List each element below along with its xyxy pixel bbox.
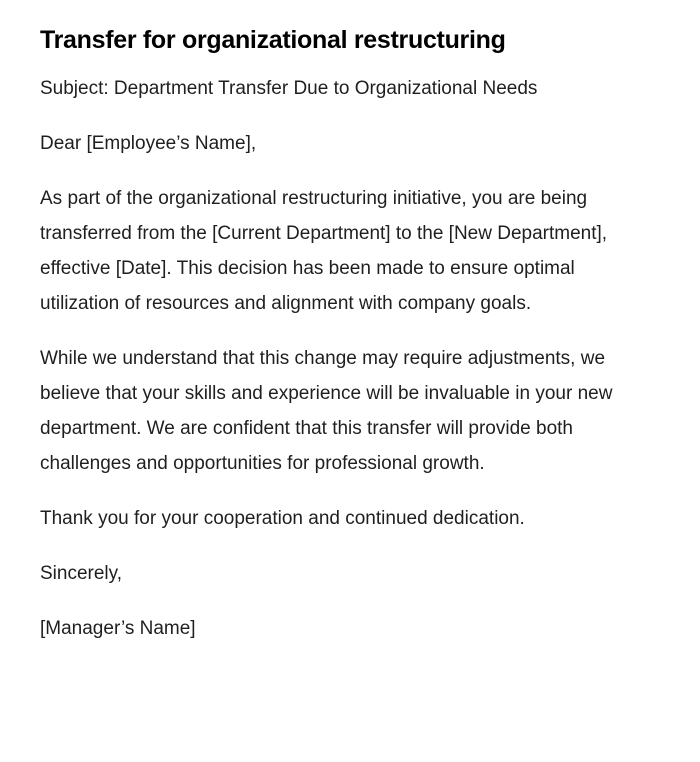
signature-placeholder: [Manager’s Name]	[40, 618, 196, 639]
letter-document	[40, 24, 640, 666]
body-paragraph-1: As part of the organizational restructuring initiative, you are being transferred from the [Current Department] to the [New Department], effective [Date]. This decision has been made to ensure optimal utilization of resources and alignment with company goals.	[40, 188, 608, 314]
greeting: Dear [Employee’s Name],	[40, 133, 257, 154]
body-paragraph-2: While we understand that this change may require adjustments, we believe that your skills and experience will be invaluable in your new department. We are confident that this transfer will provide both challenges and opportunities for professional growth.	[40, 348, 613, 474]
subject-line: Subject: Department Transfer Due to Organizational Needs	[40, 78, 538, 99]
thanks-line: Thank you for your cooperation and continued dedication.	[40, 508, 525, 529]
closing: Sincerely,	[40, 563, 123, 584]
letter-title: Transfer for organizational restructuring	[40, 26, 506, 54]
